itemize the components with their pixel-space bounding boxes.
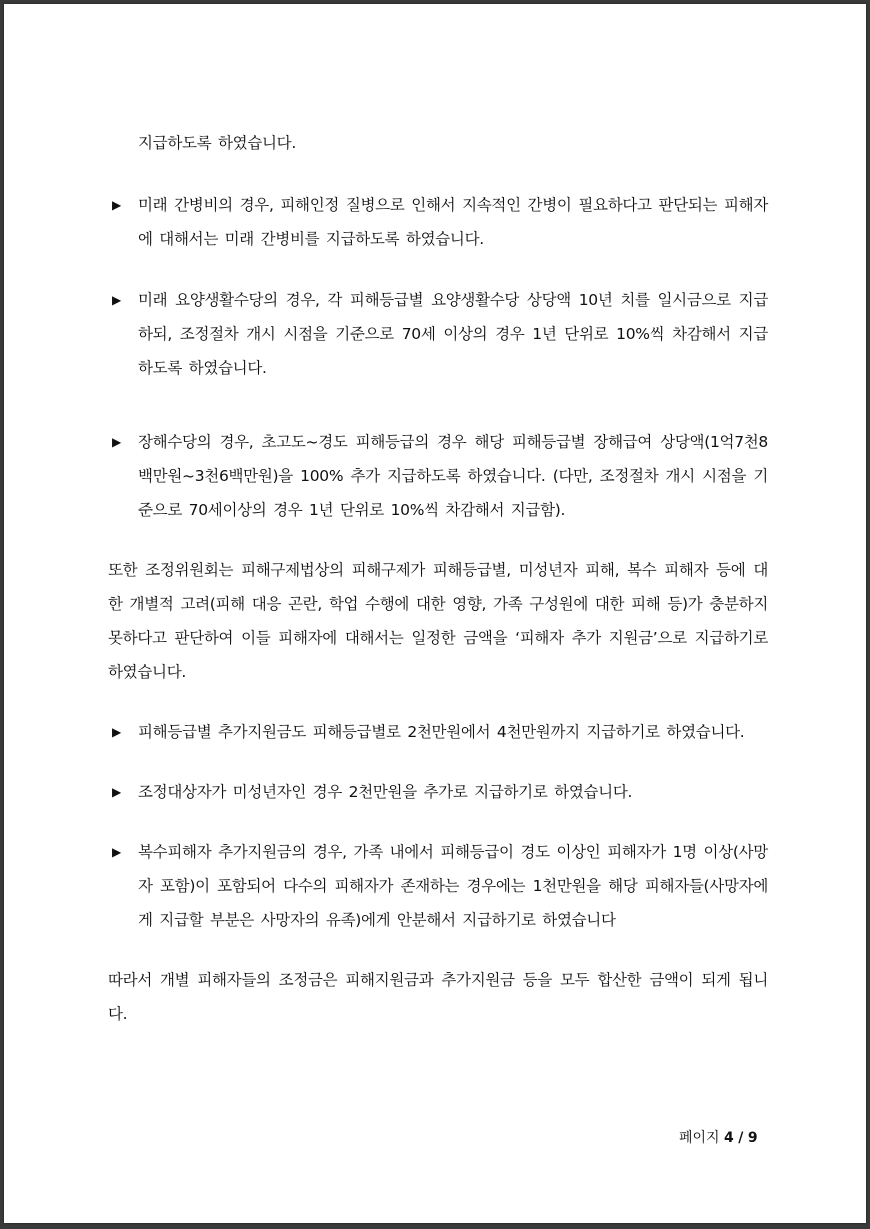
bullet-text: 조정대상자가 미성년자인 경우 2천만원을 추가로 지급하기로 하였습니다. — [138, 783, 633, 801]
bullet-grade-support — [108, 715, 768, 749]
page-separator: / — [738, 1130, 744, 1146]
triangle-bullet-icon: ▶ — [112, 293, 121, 307]
paragraph-conclusion: 따라서 개별 피해자들의 조정금은 피해지원금과 추가지원금 등을 모두 합산한 금액이 되게 됩니다. — [108, 971, 768, 1023]
triangle-bullet-icon: ▶ — [112, 725, 121, 739]
triangle-bullet-icon: ▶ — [112, 785, 121, 799]
bullet-disability-allowance — [108, 425, 768, 527]
bullet-text: 미래 요양생활수당의 경우, 각 피해등급별 요양생활수당 상당액 10년 치를 일시금으로 지급하되, 조정절차 개시 시점을 기준으로 70세 이상의 경우 1년 단위로 10%씩 차감해서 지급하도록 하였습니다. — [138, 291, 768, 377]
triangle-bullet-icon: ▶ — [112, 435, 121, 449]
page-label: 페이지 — [679, 1130, 720, 1146]
triangle-bullet-icon: ▶ — [112, 198, 121, 212]
triangle-bullet-icon: ▶ — [112, 845, 121, 859]
page-number — [679, 1127, 758, 1147]
page-total: 9 — [747, 1130, 758, 1146]
document-page — [4, 4, 866, 1223]
bullet-text: 피해등급별 추가지원금도 피해등급별로 2천만원에서 4천만원까지 지급하기로 하였습니다. — [138, 723, 745, 741]
document-body — [108, 126, 768, 1031]
bullet-minor-support — [108, 775, 768, 809]
bullet-future-nursing-cost — [108, 188, 768, 256]
bullet-text: 복수피해자 추가지원금의 경우, 가족 내에서 피해등급이 경도 이상인 피해자가 1명 이상(사망자 포함)이 포함되어 다수의 피해자가 존재하는 경우에는 1천만원을 해당 피해자들(사망자에게 지급할 부분은 사망자의 유족)에게 안분해서 지급하기로 하였습니다 — [138, 843, 768, 929]
bullet-future-care-allowance — [108, 283, 768, 385]
page-current: 4 — [724, 1130, 734, 1146]
continued-text: 지급하도록 하였습니다. — [138, 134, 296, 152]
bullet-multiple-victims-support — [108, 835, 768, 937]
paragraph-additional-support: 또한 조정위원회는 피해구제법상의 피해구제가 피해등급별, 미성년자 피해, 복수 피해자 등에 대한 개별적 고려(피해 대응 곤란, 학업 수행에 대한 영향, 가족 구성원에 대한 피해 등)가 충분하지 못하다고 판단하여 이들 피해자에 대해서는 일정한 금액을 ‘피해자 추가 지원금’으로 지급하기로 하였습니다. — [108, 561, 768, 681]
bullet-text: 장해수당의 경우, 초고도~경도 피해등급의 경우 해당 피해등급별 장해급여 상당액(1억7천8백만원~3천6백만원)을 100% 추가 지급하도록 하였습니다. (다만, 조정절차 개시 시점을 기준으로 70세이상의 경우 1년 단위로 10%씩 차감해서 지급함). — [138, 433, 768, 519]
bullet-text: 미래 간병비의 경우, 피해인정 질병으로 인해서 지속적인 간병이 필요하다고 판단되는 피해자에 대해서는 미래 간병비를 지급하도록 하였습니다. — [138, 196, 768, 248]
